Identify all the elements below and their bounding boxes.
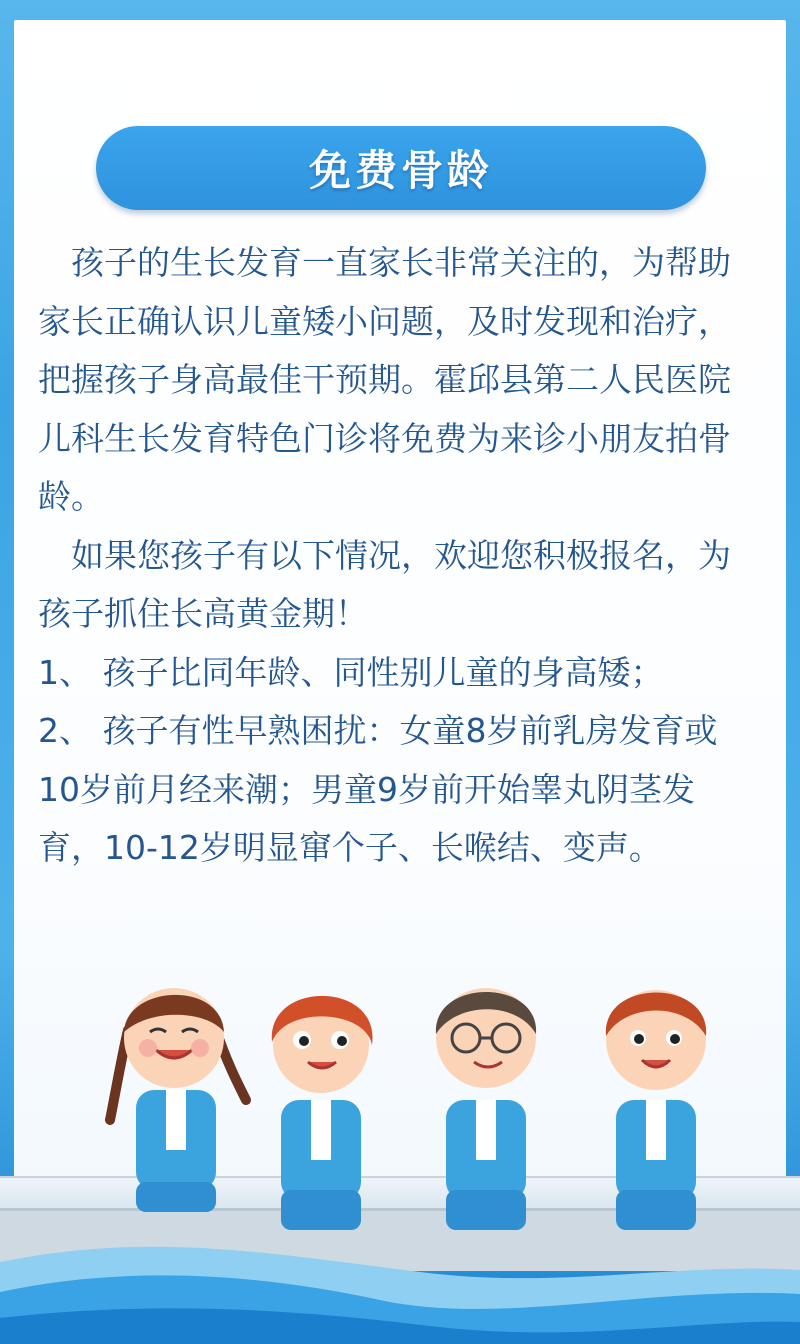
body-text: [38, 234, 758, 878]
list-item: 1、 孩子比同年龄、同性别儿童的身高矮；: [38, 652, 664, 692]
curly-hair-kid-figure: [272, 996, 373, 1230]
children-illustration: [96, 950, 736, 1250]
glasses-kid-figure: [436, 988, 536, 1230]
list-item: 2、 孩子有性早熟困扰：女童8岁前乳房发育或10岁前月经来潮；男童9岁前开始睾丸阴茎发育，10-12岁明显窜个子、长喉结、变声。: [38, 711, 718, 867]
girl-figure: [110, 988, 246, 1212]
title-banner: [96, 126, 706, 210]
signup-paragraph: 如果您孩子有以下情况，欢迎您积极报名，为孩子抓住长高黄金期！: [38, 535, 731, 633]
boy-figure: [606, 990, 706, 1230]
intro-paragraph: 孩子的生长发育一直家长非常关注的，为帮助家长正确认识儿童矮小问题，及时发现和治疗，把握孩子身高最佳干预期。霍邱县第二人民医院儿科生长发育特色门诊将免费为来诊小朋友拍骨龄。: [38, 243, 731, 516]
page-title: 免费骨龄: [308, 146, 493, 195]
